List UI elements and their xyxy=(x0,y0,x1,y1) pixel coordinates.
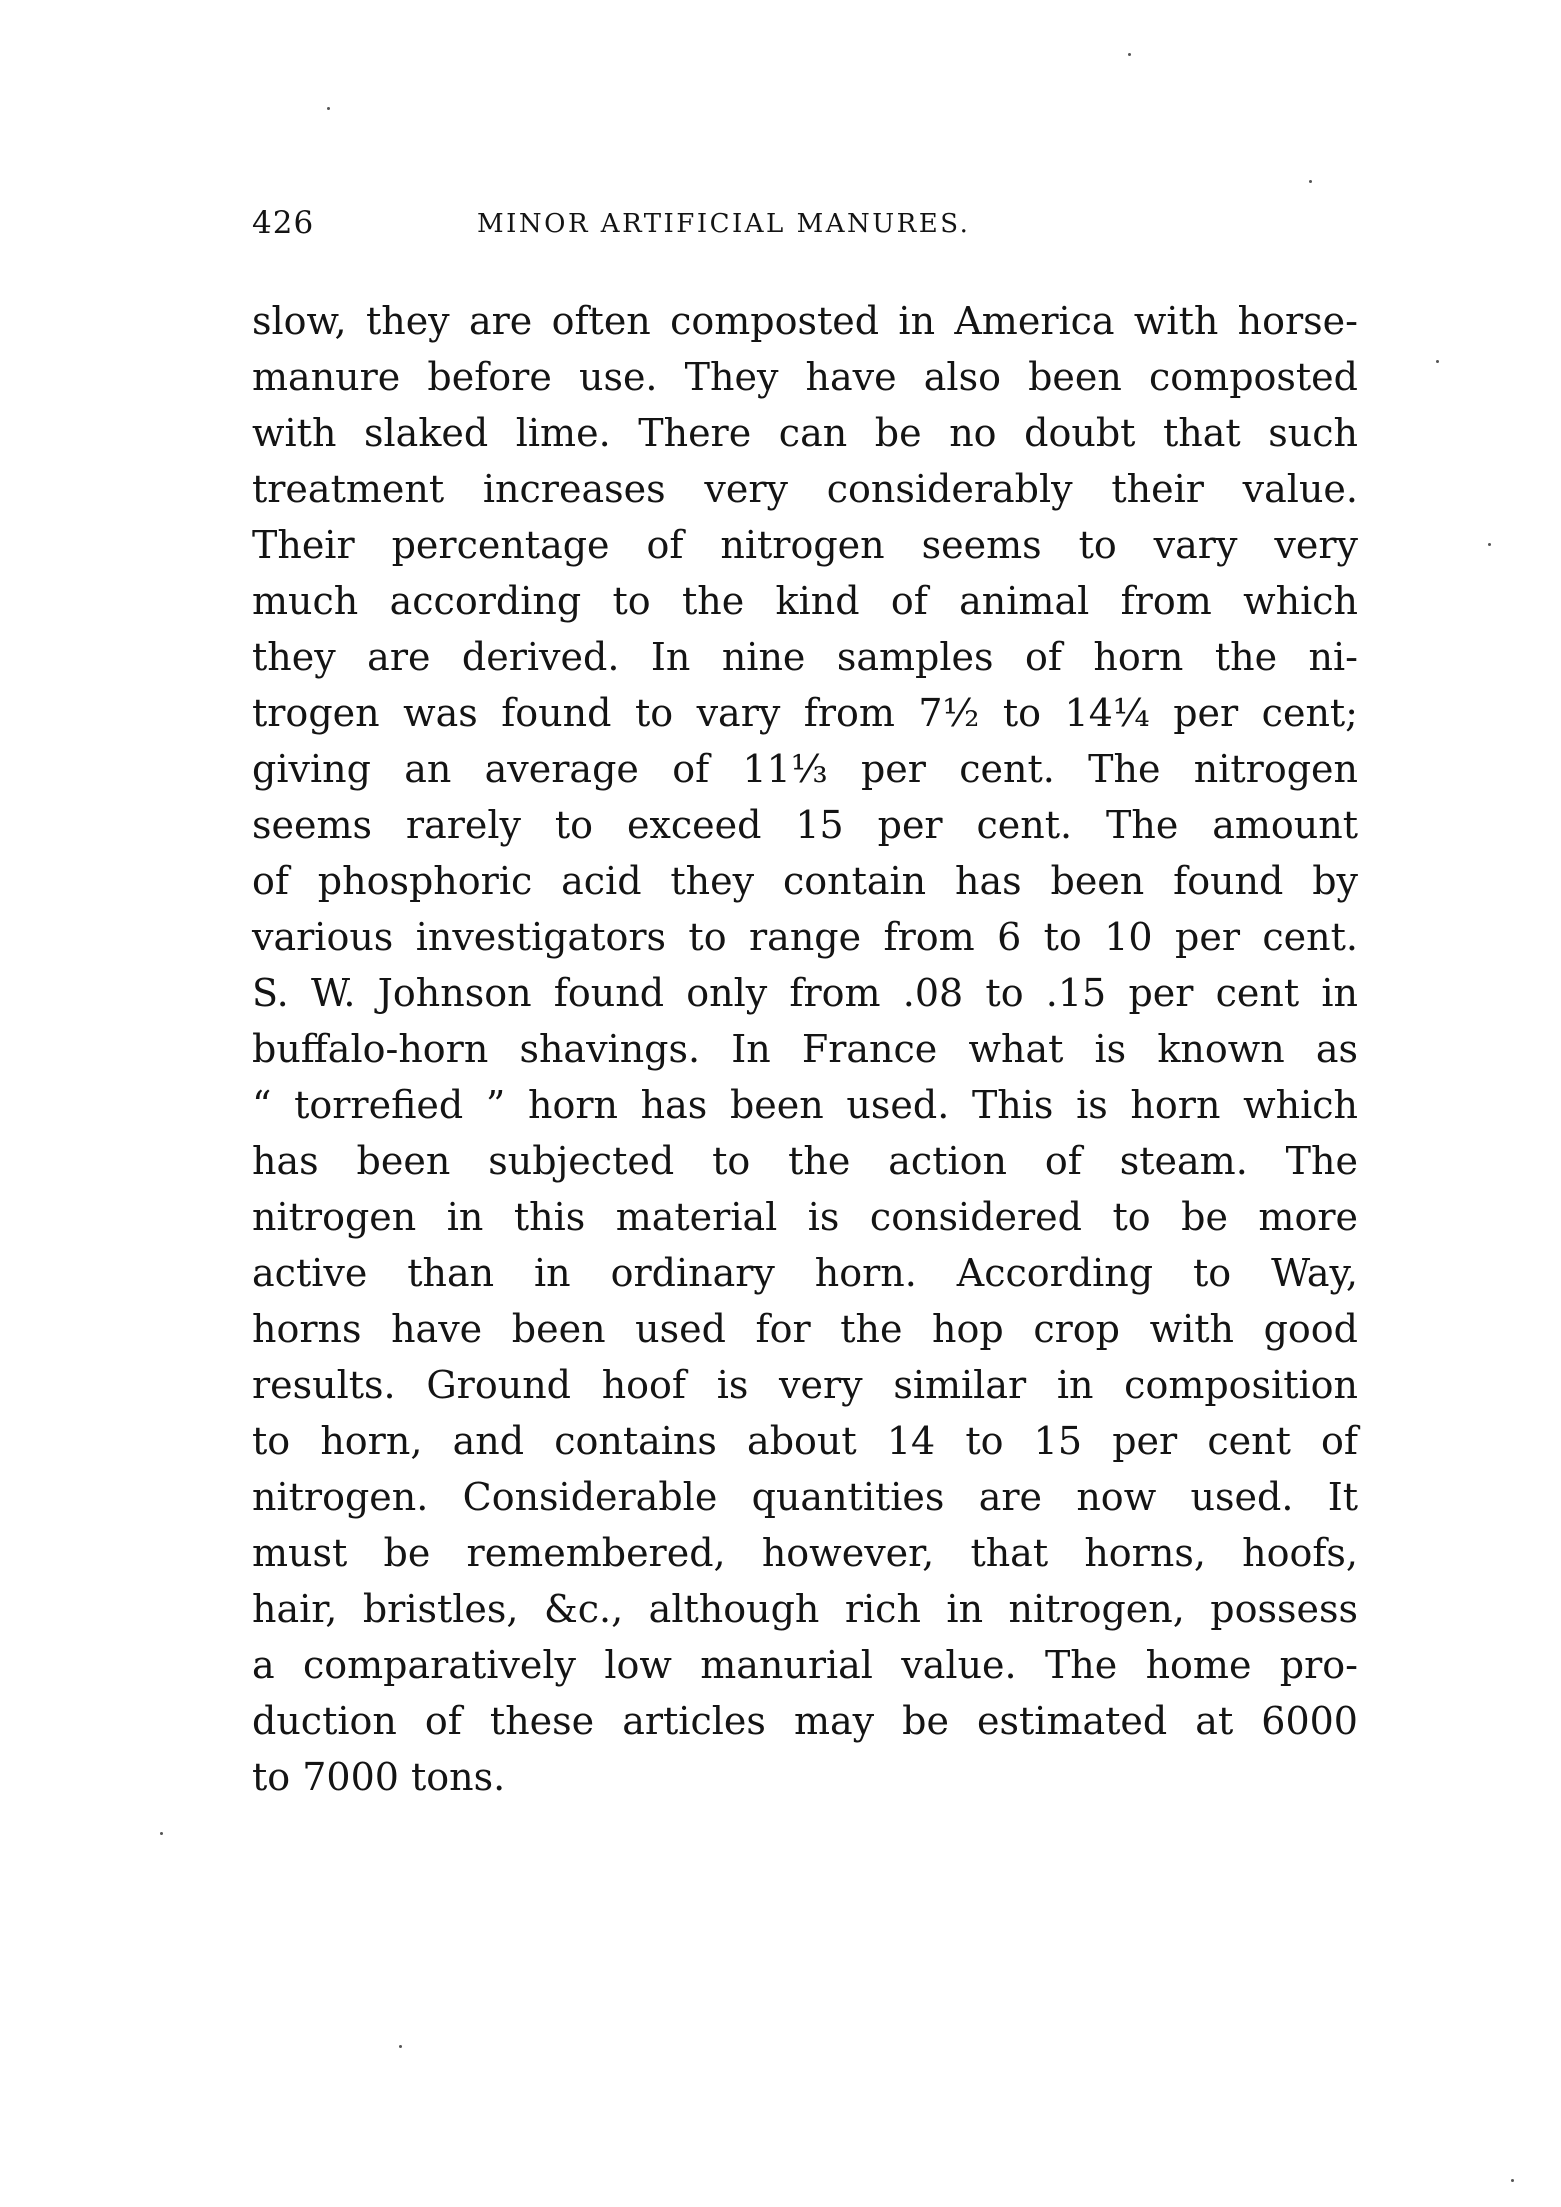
text-line: treatment increases very considerably their value. xyxy=(252,467,1358,511)
page-number: 426 xyxy=(252,205,315,241)
text-line: giving an average of 11⅓ per cent. The nitrogen xyxy=(252,747,1358,791)
text-line: slow, they are often composted in America with horse- xyxy=(252,299,1358,343)
text-line: horns have been used for the hop crop with good xyxy=(252,1307,1358,1351)
text-line: hair, bristles, &c., although rich in nitrogen, possess xyxy=(252,1587,1358,1631)
text-line: must be remembered, however, that horns, hoofs, xyxy=(252,1531,1358,1575)
speck xyxy=(327,107,330,110)
speck xyxy=(1511,2179,1514,2182)
speck xyxy=(160,1832,163,1835)
text-line: buffalo-horn shavings. In France what is known as xyxy=(252,1027,1358,1071)
text-line: various investigators to range from 6 to 10 per cent. xyxy=(252,915,1358,959)
text-line: seems rarely to exceed 15 per cent. The amount xyxy=(252,803,1358,847)
text-line: duction of these articles may be estimated at 6000 xyxy=(252,1699,1358,1743)
text-line: Their percentage of nitrogen seems to vary very xyxy=(252,523,1358,567)
text-line: trogen was found to vary from 7½ to 14¼ per cent; xyxy=(252,691,1358,735)
text-line: of phosphoric acid they contain has been found by xyxy=(252,859,1358,903)
text-line: S. W. Johnson found only from .08 to .15 per cent in xyxy=(252,971,1358,1015)
text-line: active than in ordinary horn. According to Way, xyxy=(252,1251,1358,1295)
running-title: MINOR ARTIFICIAL MANURES. xyxy=(477,209,971,239)
text-line: nitrogen. Considerable quantities are now used. It xyxy=(252,1475,1358,1519)
text-line: to 7000 tons. xyxy=(252,1755,506,1799)
running-head xyxy=(252,205,1358,255)
speck xyxy=(399,2045,402,2048)
speck xyxy=(1128,53,1131,56)
text-line: much according to the kind of animal from which xyxy=(252,579,1358,623)
text-line: they are derived. In nine samples of horn the ni- xyxy=(252,635,1358,679)
text-line: a comparatively low manurial value. The home pro- xyxy=(252,1643,1358,1687)
text-line: results. Ground hoof is very similar in composition xyxy=(252,1363,1358,1407)
speck xyxy=(1436,360,1439,363)
speck xyxy=(1488,543,1491,546)
text-line: “ torrefied ” horn has been used. This is horn which xyxy=(252,1083,1358,1127)
text-line: with slaked lime. There can be no doubt that such xyxy=(252,411,1358,455)
text-line: manure before use. They have also been composted xyxy=(252,355,1358,399)
text-line: has been subjected to the action of steam. The xyxy=(252,1139,1358,1183)
speck xyxy=(1309,180,1312,183)
text-line: to horn, and contains about 14 to 15 per cent of xyxy=(252,1419,1358,1463)
body-paragraph xyxy=(252,293,1358,1805)
text-line: nitrogen in this material is considered to be more xyxy=(252,1195,1358,1239)
